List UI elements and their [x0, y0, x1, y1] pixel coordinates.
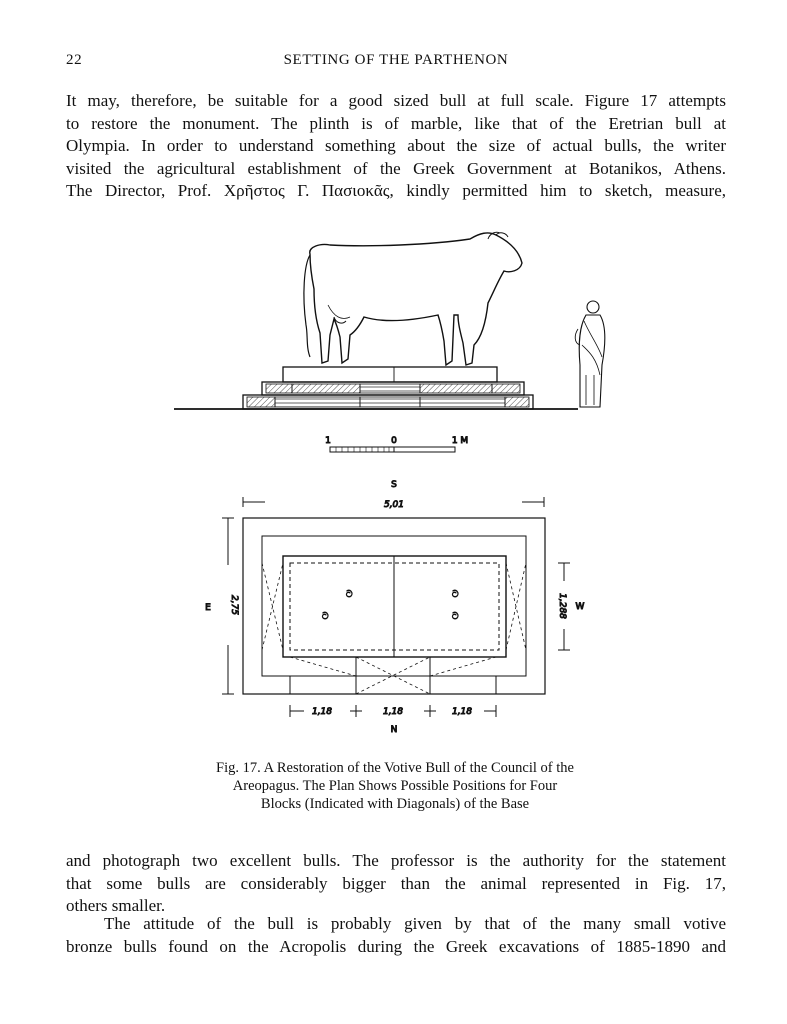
- figure-drawing: [170, 225, 585, 755]
- hoof-mark: ට: [346, 590, 353, 600]
- bull-figure: [310, 233, 522, 365]
- block-3-label: 1,18: [451, 707, 473, 717]
- text-line: It may, therefore, be suitable for a good sized bull at full scale. Figure 17 attempts: [66, 91, 726, 110]
- paragraph-2: [66, 850, 726, 918]
- plinth: [283, 367, 497, 382]
- scale-label-right: 1 M: [451, 436, 469, 446]
- overall-length-label: 5,01: [383, 500, 405, 510]
- elevation-drawing: [174, 232, 605, 409]
- hoof-mark: ට: [452, 590, 459, 600]
- page-header: [66, 52, 726, 74]
- plinth-width-label: 1,288: [557, 593, 567, 619]
- paragraph-1: [66, 90, 726, 203]
- caption-line: Areopagus. The Plan Shows Possible Positions for Four: [232, 778, 558, 794]
- caption-line: Blocks (Indicated with Diagonals) of the Base: [260, 796, 530, 812]
- hoof-mark: ට: [452, 612, 459, 622]
- south-label: S: [391, 480, 397, 490]
- hoof-mark: ට: [322, 612, 329, 622]
- block-1-label: 1,18: [311, 707, 333, 717]
- block-2-label: 1,18: [382, 707, 404, 717]
- text-line: and photograph two excellent bulls. The professor is the authority for the statement: [66, 851, 726, 870]
- overall-width-label: 2,75: [229, 594, 239, 616]
- bull-tail: [304, 255, 310, 357]
- running-title: SETTING OF THE PARTHENON: [283, 52, 509, 68]
- paragraph-3: [66, 913, 726, 958]
- text-line: visited the agricultural establishment of the Greek Government at Botanikos, Athens.: [66, 158, 726, 178]
- west-label: W: [575, 602, 585, 612]
- text-line: others smaller.: [66, 896, 166, 916]
- figure-17: [170, 225, 585, 755]
- text-line: Olympia. In order to understand something about the size of actual bulls, the writer: [66, 136, 726, 156]
- human-figure: [575, 301, 605, 407]
- text-line: The attitude of the bull is probably given by that of the many small votive: [104, 914, 726, 933]
- text-line: to restore the monument. The plinth is of marble, like that of the Eretrian bull at: [66, 113, 726, 133]
- scale-label-left: 1: [325, 436, 331, 446]
- north-label: N: [390, 725, 398, 735]
- caption-line: Fig. 17. A Restoration of the Votive Bull of the Council of the: [216, 760, 574, 776]
- page-number: 22: [66, 52, 83, 68]
- figure-caption: [150, 759, 640, 813]
- text-line: that some bulls are considerably bigger than the animal represented in Fig. 17,: [66, 873, 726, 893]
- text-line: The Director, Prof. Χρῆστος Γ. Πασιοκᾶς, kindly permitted him to sketch, measure,: [66, 181, 726, 201]
- plan-view: [205, 480, 584, 735]
- scale-label-zero: 0: [391, 436, 397, 446]
- east-label: E: [205, 603, 211, 613]
- text-line: bronze bulls found on the Acropolis during the Greek excavations of 1885-1890 and: [66, 936, 726, 956]
- scale-bar: [325, 436, 468, 452]
